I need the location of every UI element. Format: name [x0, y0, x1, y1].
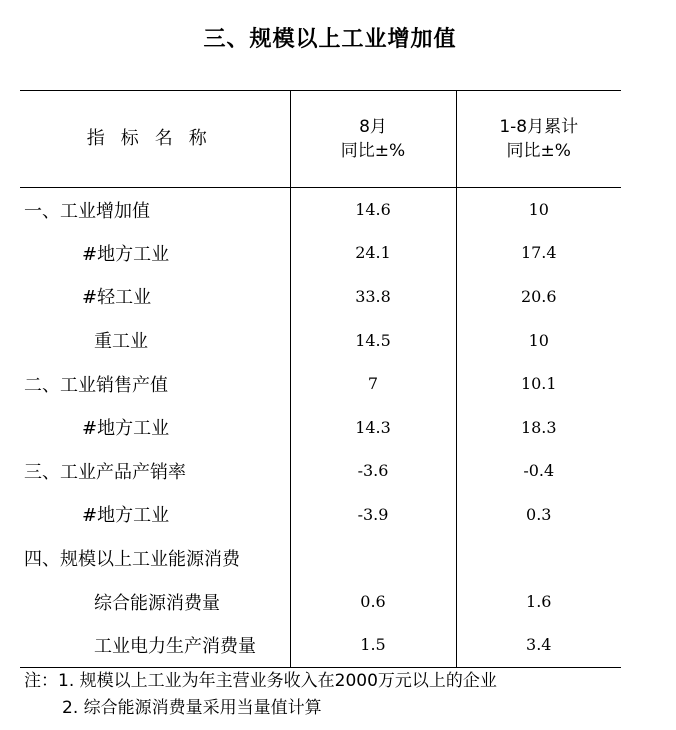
- cumulative-value: [456, 536, 621, 580]
- row-label: #轻工业: [82, 287, 152, 309]
- cumulative-value: 1.6: [456, 580, 621, 624]
- month-value: 14.6: [290, 188, 456, 232]
- cumulative-value: 3.4: [456, 623, 621, 667]
- month-value: [290, 536, 456, 580]
- table-row: [20, 318, 621, 362]
- month-value: 1.5: [290, 623, 456, 667]
- row-label: #地方工业: [82, 243, 170, 265]
- table-row: [20, 536, 621, 580]
- row-label: #地方工业: [82, 505, 170, 527]
- month-value: 24.1: [290, 231, 456, 275]
- month-value: 14.3: [290, 405, 456, 449]
- table-row: [20, 623, 621, 667]
- month-header-line2: 同比±%: [340, 141, 406, 161]
- month-value: -3.6: [290, 449, 456, 493]
- table-row: [20, 362, 621, 406]
- cumulative-value: -0.4: [456, 449, 621, 493]
- row-label: 一、工业增加值: [24, 200, 150, 222]
- table-row: [20, 275, 621, 319]
- month-header-line1: 8月: [359, 117, 387, 137]
- footnote-2: 2. 综合能源消费量采用当量值计算: [62, 698, 322, 718]
- cumulative-header-line2: 同比±%: [506, 141, 571, 161]
- row-label: 工业电力生产消费量: [20, 623, 290, 667]
- month-value: -3.9: [290, 493, 456, 537]
- cumulative-yoy-header: [456, 91, 621, 188]
- cumulative-value: 10.1: [456, 362, 621, 406]
- indicator-name-header: 指标名称: [20, 91, 290, 188]
- cumulative-value: 10: [456, 318, 621, 362]
- cumulative-value: 17.4: [456, 231, 621, 275]
- cumulative-value: 0.3: [456, 493, 621, 537]
- page-title: 三、规模以上工业增加值: [203, 27, 457, 52]
- footnotes: [24, 668, 497, 722]
- row-label: 综合能源消费量: [94, 592, 220, 614]
- table-row: [20, 449, 621, 493]
- cumulative-value: 10: [456, 188, 621, 232]
- row-label: 四、规模以上工业能源消费: [24, 549, 240, 571]
- row-label: 三、工业产品产销率: [24, 461, 186, 483]
- table-row: [20, 231, 621, 275]
- table-row: [20, 188, 621, 232]
- cumulative-value: 20.6: [456, 275, 621, 319]
- table-row: [20, 493, 621, 537]
- table-row: [20, 405, 621, 449]
- month-value: 33.8: [290, 275, 456, 319]
- table-header-row: [20, 91, 621, 188]
- statistics-table: [20, 90, 621, 668]
- month-yoy-header: [290, 91, 456, 188]
- footnote-1: 注：1. 规模以上工业为年主营业务收入在2000万元以上的企业: [24, 671, 497, 691]
- cumulative-value: 18.3: [456, 405, 621, 449]
- cumulative-header-line1: 1-8月累计: [499, 117, 579, 137]
- row-label: 二、工业销售产值: [24, 374, 168, 396]
- table-row: [20, 580, 621, 624]
- month-value: 7: [290, 362, 456, 406]
- row-label: 重工业: [94, 331, 148, 353]
- month-value: 0.6: [290, 580, 456, 624]
- row-label: #地方工业: [82, 418, 170, 440]
- month-value: 14.5: [290, 318, 456, 362]
